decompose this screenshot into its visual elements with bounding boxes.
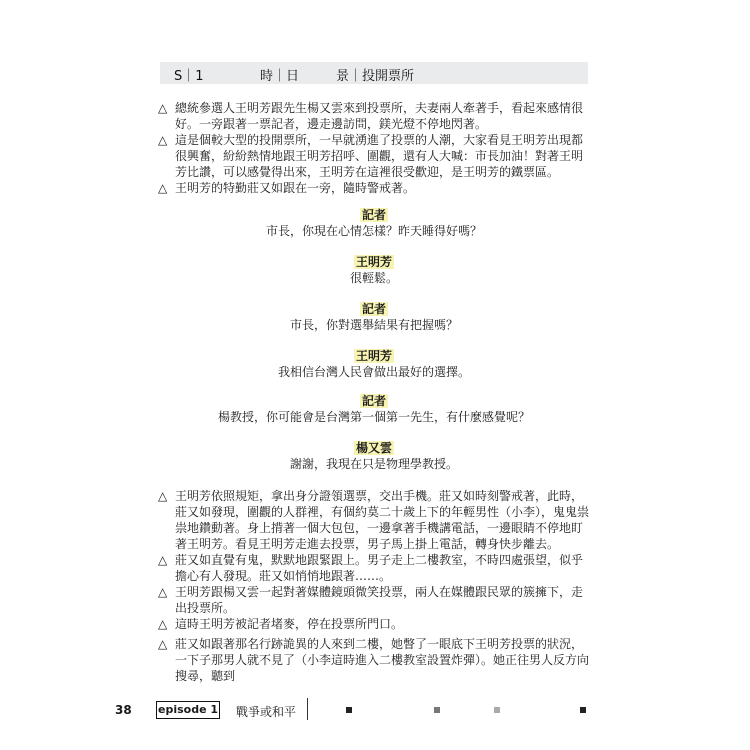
episode-label: episode 1	[157, 703, 219, 716]
triangle-marker-icon: △	[158, 133, 168, 147]
speaker-name: 王明芳	[355, 255, 392, 269]
dialogue-block	[158, 254, 590, 286]
action-paragraph	[158, 180, 590, 196]
scene-time: 時｜日	[260, 69, 300, 84]
dialogue-block	[158, 440, 590, 472]
triangle-marker-icon: △	[158, 585, 168, 599]
action-paragraph	[158, 132, 590, 180]
action-paragraph	[158, 616, 590, 632]
dialogue-line: 市長，你現在心情怎樣？昨天睡得好嗎？	[265, 224, 482, 238]
dialogue-line: 市長，你對選舉結果有把握嗎？	[289, 318, 458, 332]
speaker-name: 記者	[361, 208, 386, 222]
page-footer	[0, 700, 750, 724]
action-text: 王明芳的特勤莊又如跟在一旁，隨時警戒著。	[175, 181, 416, 195]
triangle-marker-icon: △	[158, 489, 168, 503]
dialogue-block	[158, 207, 590, 239]
action-paragraph	[158, 636, 590, 684]
action-paragraph	[158, 488, 590, 552]
speaker-name: 楊又雲	[355, 441, 392, 455]
speaker-name: 王明芳	[355, 349, 392, 363]
action-text: 莊又如直覺有鬼，默默地跟緊跟上。男子走上二樓教室，不時四處張望，似乎擔心有人發現。莊又如悄悄地跟著……。	[175, 553, 584, 583]
triangle-marker-icon: △	[158, 181, 168, 195]
scene-place: 景｜投開票所	[336, 69, 415, 84]
footer-square-1	[346, 707, 352, 713]
triangle-marker-icon: △	[158, 553, 168, 567]
episode-label-box	[156, 701, 220, 719]
dialogue-line: 楊教授，你可能會是台灣第一個第一先生，有什麼感覺呢？	[217, 410, 530, 424]
dialogue-line: 謝謝，我現在只是物理學教授。	[289, 457, 458, 471]
speaker-name: 記者	[361, 394, 386, 408]
scene-number: S｜1	[174, 69, 204, 84]
footer-square-4	[580, 707, 586, 713]
page-number: 38	[115, 703, 132, 717]
footer-square-3	[494, 707, 500, 713]
footer-divider	[307, 698, 308, 720]
scene-heading-bar	[160, 62, 588, 84]
action-block-1	[158, 100, 590, 196]
action-block-2	[158, 488, 590, 632]
action-text: 王明芳跟楊又雲一起對著媒體鏡頭微笑投票，兩人在媒體跟民眾的簇擁下，走出投票所。	[175, 585, 584, 615]
triangle-marker-icon: △	[158, 101, 168, 115]
action-block-3	[158, 636, 590, 684]
action-text: 莊又如跟著那名行跡詭異的人來到二樓，她瞥了一眼底下王明芳投票的狀況，一下子那男人就不見了（小李這時進入二樓教室設置炸彈）。她正往男人反方向搜尋，聽到	[175, 637, 590, 683]
dialogue-block	[158, 301, 590, 333]
action-paragraph	[158, 100, 590, 132]
dialogue-block	[158, 393, 590, 425]
speaker-name: 記者	[361, 302, 386, 316]
triangle-marker-icon: △	[158, 637, 168, 651]
action-paragraph	[158, 584, 590, 616]
dialogue-line: 我相信台灣人民會做出最好的選擇。	[277, 365, 470, 379]
dialogue-block	[158, 348, 590, 380]
footer-square-2	[434, 707, 440, 713]
action-text: 總統參選人王明芳跟先生楊又雲來到投票所，夫妻兩人牽著手，看起來感情很好。一旁跟著一票記者，邊走邊訪問，鎂光燈不停地閃著。	[175, 101, 584, 131]
triangle-marker-icon: △	[158, 617, 168, 631]
action-paragraph	[158, 552, 590, 584]
action-text: 王明芳依照規矩，拿出身分證領選票，交出手機。莊又如時刻警戒著，此時，莊又如發現，圍觀的人群裡，有個約莫二十歲上下的年輕男性（小李），鬼鬼祟祟地鑽動著。身上揹著一個大包包，一邊拿著手機講電話，一邊眼睛不停地盯著王明芳。看見王明芳走進去投票，男子馬上掛上電話，轉身快步離去。	[175, 489, 590, 551]
series-title: 戰爭或和平	[236, 705, 297, 719]
action-text: 這是個較大型的投開票所，一早就湧進了投票的人潮，大家看見王明芳出現都很興奮，紛紛熱情地跟王明芳招呼、圍觀，還有人大喊：市長加油！對著王明芳比讚，可以感覺得出來，王明芳在這裡很受歡迎，是王明芳的鐵票區。	[175, 133, 584, 179]
dialogue-line: 很輕鬆。	[349, 271, 398, 285]
action-text: 這時王明芳被記者堵麥，停在投票所門口。	[175, 617, 404, 631]
